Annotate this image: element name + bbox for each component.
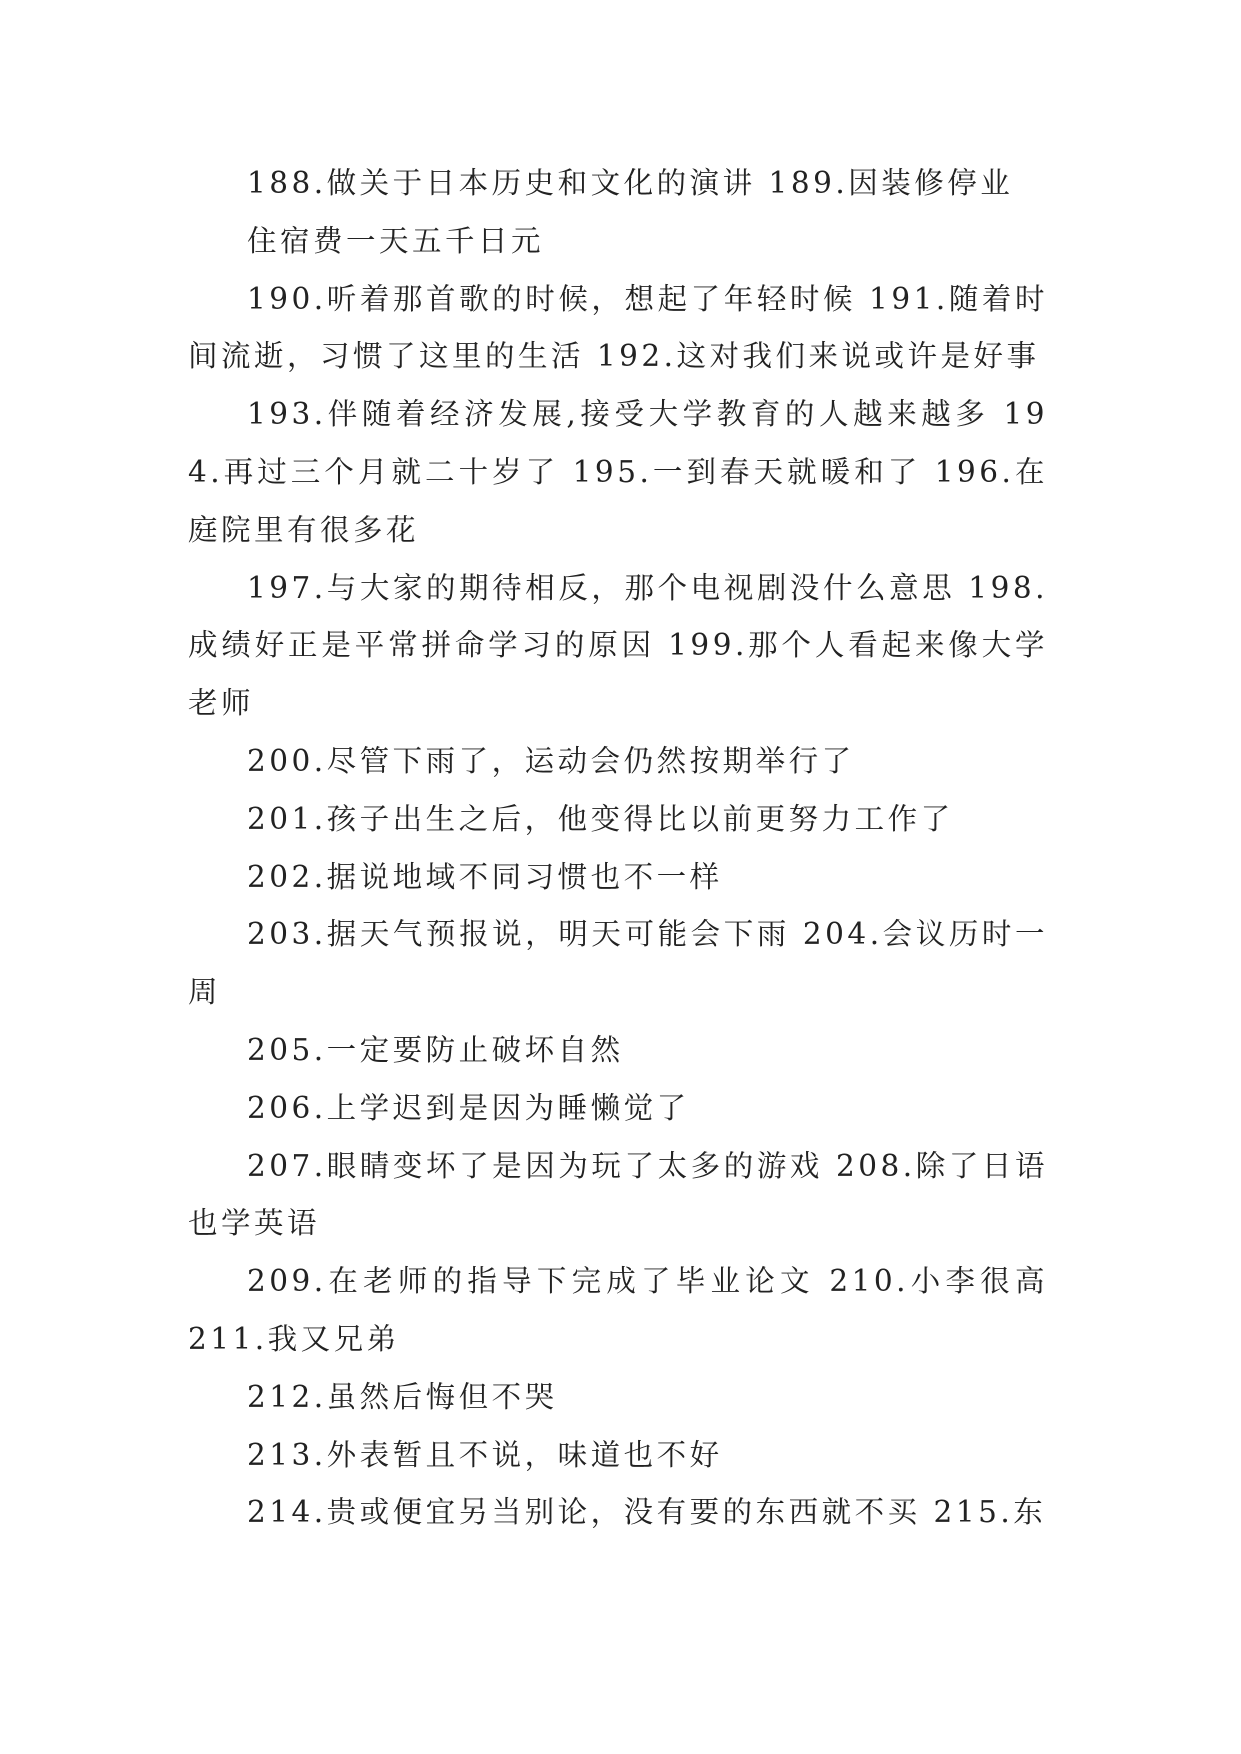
paragraph-212: 212.虽然后悔但不哭 [247, 1379, 558, 1414]
paragraph-206: 206.上学迟到是因为睡懒觉了 [247, 1090, 690, 1125]
paragraph-accommodation-fee: 住宿费一天五千日元 [247, 223, 545, 258]
paragraph-190-192: 190.听着那首歌的时候，想起了年轻时候 191.随着时间流逝，习惯了这里的生活 192.这对我们来说或许是好事 [188, 281, 1048, 374]
paragraph-207-208: 207.眼睛变坏了是因为玩了太多的游戏 208.除了日语也学英语 [188, 1148, 1048, 1241]
paragraph-201: 201.孩子出生之后，他变得比以前更努力工作了 [247, 801, 954, 836]
paragraph-205: 205.一定要防止破坏自然 [247, 1032, 624, 1067]
paragraph-188-189: 188.做关于日本历史和文化的演讲 189.因装修停业 [247, 166, 1014, 200]
paragraph-193-196: 193.伴随着经济发展,接受大学教育的人越来越多 194.再过三个月就二十岁了 195.一到春天就暖和了 196.在庭院里有很多花 [188, 397, 1048, 547]
document-body [188, 155, 1048, 1542]
paragraph-214-215: 214.贵或便宜另当别论，没有要的东西就不买 215.东 [247, 1495, 1047, 1530]
paragraph-202: 202.据说地域不同习惯也不一样 [247, 859, 723, 894]
paragraph-203-204: 203.据天气预报说，明天可能会下雨 204.会议历时一周 [188, 917, 1048, 1010]
paragraph-197-199: 197.与大家的期待相反，那个电视剧没什么意思 198.成绩好正是平常拼命学习的原因 199.那个人看起来像大学老师 [188, 570, 1048, 721]
paragraph-209-211: 209.在老师的指导下完成了毕业论文 210.小李很高 211.我又兄弟 [188, 1264, 1048, 1356]
paragraph-213: 213.外表暂且不说，味道也不好 [247, 1437, 723, 1472]
paragraph-200: 200.尽管下雨了，运动会仍然按期举行了 [247, 743, 855, 778]
